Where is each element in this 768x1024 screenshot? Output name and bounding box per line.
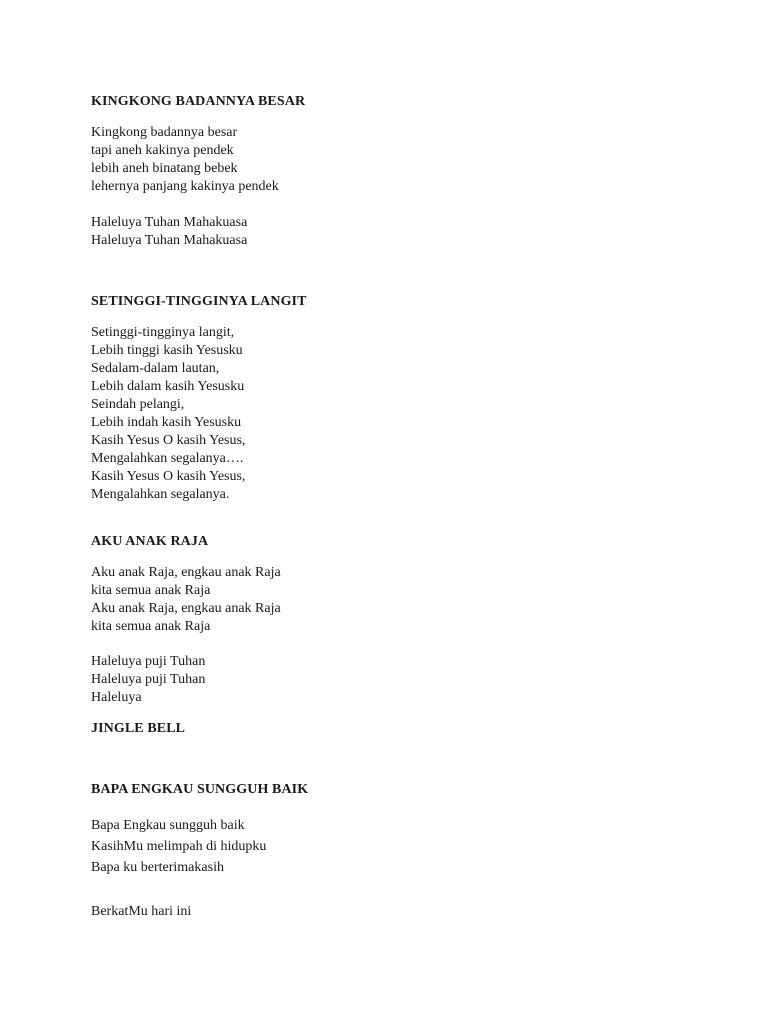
lyric-line: Seindah pelangi, [91,397,185,412]
lyric-line: Kasih Yesus O kasih Yesus, [91,469,246,484]
lyric-line: Aku anak Raja, engkau anak Raja [91,565,281,580]
lyric-line: Sedalam-dalam lautan, [91,361,220,376]
song-title: JINGLE BELL [91,721,186,736]
song-stanza [91,214,247,250]
lyric-line: Lebih indah kasih Yesusku [91,415,242,430]
lyric-line: Haleluya Tuhan Mahakuasa [91,233,248,248]
lyric-line: Lebih dalam kasih Yesusku [91,379,245,394]
song-stanza [91,564,281,636]
lyric-line: Aku anak Raja, engkau anak Raja [91,601,281,616]
song-title: BAPA ENGKAU SUNGGUH BAIK [91,782,309,797]
lyric-line: Kingkong badannya besar [91,125,238,140]
lyric-line: Haleluya [91,690,142,705]
lyric-line: kita semua anak Raja [91,583,211,598]
song-stanza [91,324,245,504]
lyric-line: Bapa Engkau sungguh baik [91,818,245,833]
lyric-line: tapi aneh kakinya pendek [91,143,234,158]
lyric-line: Haleluya puji Tuhan [91,672,206,687]
song-stanza [91,653,205,707]
song-title: SETINGGI-TINGGINYA LANGIT [91,294,307,309]
song-stanza [91,815,266,878]
lyric-line: lebih aneh binatang bebek [91,161,238,176]
lyric-line: KasihMu melimpah di hidupku [91,839,267,854]
lyric-line: Lebih tinggi kasih Yesusku [91,343,243,358]
lyric-line: Bapa ku berterimakasih [91,860,224,875]
lyric-line: Haleluya puji Tuhan [91,654,206,669]
lyric-line: kita semua anak Raja [91,619,211,634]
song-title: KINGKONG BADANNYA BESAR [91,94,306,109]
lyric-line: Mengalahkan segalanya…. [91,451,244,466]
lyric-line: lehernya panjang kakinya pendek [91,179,279,194]
song-title: AKU ANAK RAJA [91,534,209,549]
lyric-line: Setinggi-tingginya langit, [91,325,235,340]
lyric-line: Haleluya Tuhan Mahakuasa [91,215,248,230]
song-stanza [91,124,279,196]
lyric-line: Mengalahkan segalanya. [91,487,230,502]
lyric-line: BerkatMu hari ini [91,904,192,919]
lyric-line: Kasih Yesus O kasih Yesus, [91,433,246,448]
song-stanza [91,903,191,921]
